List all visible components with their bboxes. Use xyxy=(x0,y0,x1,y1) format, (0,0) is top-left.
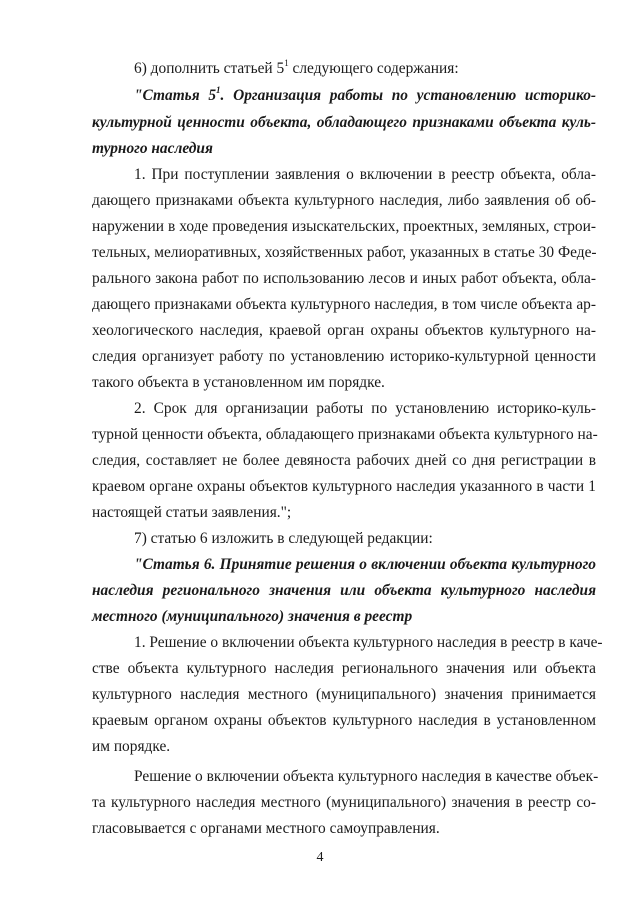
item-6-line xyxy=(134,60,459,78)
article-5-1-para-1-line: рального закона работ по использованию лесов и иных работ объекта, обла- xyxy=(92,270,596,287)
article-6-para-1-line: им порядке. xyxy=(92,738,171,755)
item-6-text-after: следующего содержания: xyxy=(288,60,459,77)
article-5-1-para-2-line: настоящей статьи заявления."; xyxy=(92,504,292,521)
article-5-1-para-1-line: такого объекта в установленном им порядке. xyxy=(92,374,385,391)
item-7-line: 7) статью 6 изложить в следующей редакции: xyxy=(134,530,433,547)
article-6-heading-line-3: местного (муниципального) значения в реестр xyxy=(92,608,413,625)
article-5-1-heading-rest: . Организация работы по установлению историко- xyxy=(220,87,597,104)
article-6-para-1-line: культурного наследия местного (муниципального) значения принимается xyxy=(92,686,596,703)
article-5-1-heading-start: "Статья 5 xyxy=(134,87,217,104)
article-6-para-1-line: 1. Решение о включении объекта культурного наследия в реестр в каче- xyxy=(134,634,603,651)
article-5-1-para-1-line: тельных, мелиоративных, хозяйственных работ, указанных в статье 30 Феде- xyxy=(92,244,597,261)
article-6-para-1-line: краевым органом охраны объектов культурного наследия в установленном xyxy=(92,712,596,729)
article-6-para-2-line: та культурного наследия местного (муниципального) значения в реестр со- xyxy=(92,794,596,811)
article-5-1-para-1-line: следия организует работу по установлению историко-культурной ценности xyxy=(92,348,596,365)
item-6-superscript: 1 xyxy=(284,58,289,68)
article-5-1-heading-superscript: 1 xyxy=(216,85,221,95)
article-6-para-2-line: Решение о включении объекта культурного наследия в качестве объек- xyxy=(134,768,599,785)
article-5-1-para-2-line: краевом органе охраны объектов культурного наследия указанного в части 1 xyxy=(92,478,596,495)
article-5-1-heading-line-1 xyxy=(134,87,596,105)
article-5-1-para-1-line: наружении в ходе проведения изыскательских, проектных, земляных, строи- xyxy=(92,218,596,235)
article-5-1-para-1-line: дающего признаками объекта культурного наследия, в том числе объекта ар- xyxy=(92,296,596,313)
article-6-heading-line-2: наследия регионального значения или объекта культурного наследия xyxy=(92,582,596,599)
article-5-1-para-1-line: 1. При поступлении заявления о включении в реестр объекта, обла- xyxy=(134,166,596,183)
article-6-para-1-line: стве объекта культурного наследия регионального значения или объекта xyxy=(92,660,596,677)
article-5-1-para-1-line: дающего признаками объекта культурного наследия, либо заявления об об- xyxy=(92,192,596,209)
article-5-1-para-2-line: следия, составляет не более девяноста рабочих дней со дня регистрации в xyxy=(92,452,596,469)
item-6-text: 6) дополнить статьей 5 xyxy=(134,60,285,77)
article-5-1-heading-line-3: турного наследия xyxy=(92,140,213,157)
article-5-1-para-2-line: 2. Срок для организации работы по установлению историко-куль- xyxy=(134,400,596,417)
article-5-1-para-2-line: турной ценности объекта, обладающего признаками объекта культурного на- xyxy=(92,426,598,443)
page-number: 4 xyxy=(316,850,324,865)
article-6-heading-line-1: "Статья 6. Принятие решения о включении объекта культурного xyxy=(134,556,596,573)
article-5-1-heading-line-2: культурной ценности объекта, обладающего признаками объекта куль- xyxy=(92,114,596,131)
article-6-para-2-line: гласовывается с органами местного самоуправления. xyxy=(92,820,440,837)
article-5-1-para-1-line: хеологического наследия, краевой орган охраны объектов культурного на- xyxy=(92,322,596,339)
